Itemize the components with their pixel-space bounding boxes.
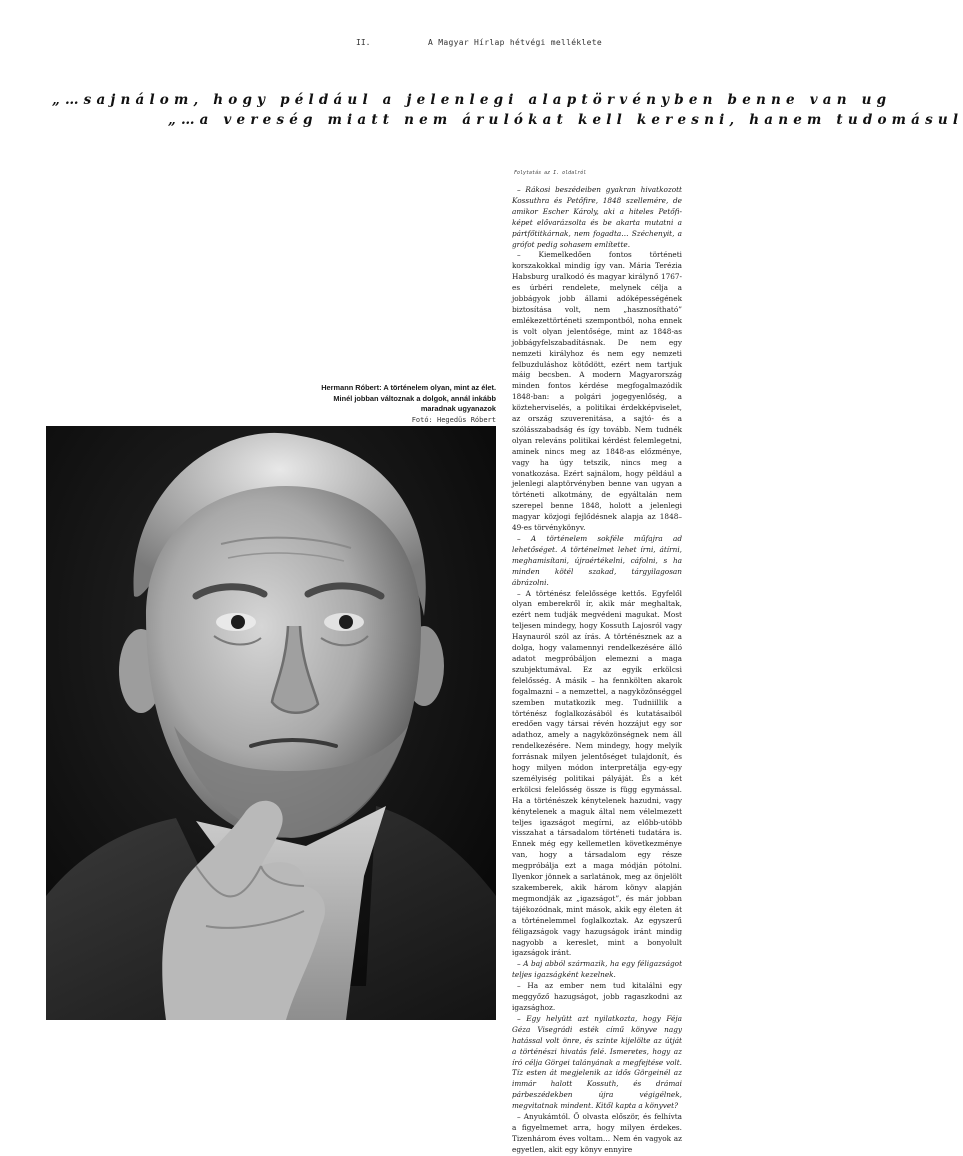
- continuation-note: Folytatás az I. oldalról: [514, 170, 587, 176]
- caption-line-2: Minél jobban változnak a dolgok, annál inkább: [333, 393, 496, 403]
- portrait-illustration: [46, 426, 496, 1020]
- pull-quote-2: „…a vereség miatt nem árulókat kell keresni, hanem tudomásul: [168, 112, 963, 128]
- article-paragraph: – Kiemelkedően fontos történeti korszakokkal mindig így van. Mária Terézia Habsburg uralkodó és magyar királynő 1767-es úrbéri rendelete, melynek célja a jobbágyok jobb állami adóképességének biztosítása volt, nem „hasznosítható” emlékezettörténeti szempontból, noha ennek is volt olyan jelentősége, mint az 1848-as jobbágyfelszabadításnak. De nem egy nemzeti királyhoz és nem egy nemzeti felbuzduláshoz kötődött, ezért nem tartjuk máig becsben. A modern Magyarország minden fontos kérdése megfogalmazódik 1848-ban: a polgári jogegyenlőség, a közteherviselés, a politikai érdekképviselet, az ország szuverenitása, a sajtó- és a szólásszabadság és így tovább. Nem tudnék olyan releváns politikai kérdést felemlegetni, aminek nincs meg az 1848-as előzménye, vagy ha úgy tetszik, nincs meg a vonatkozása. Ezért sajnálom, hogy például a jelenlegi alaptörvényben benne van ugyan a történeti alkotmány, de egyáltalán nem szerepel benne 1848, holott a jelenlegi magyar közjogi fejlődésnek alapja az 1848–49-es törvénykönyv.: [512, 250, 682, 533]
- article-paragraph: – Ha az ember nem tud kitalálni egy meggyőző hazugságot, jobb ragaszkodni az igazsághoz.: [512, 981, 682, 1012]
- page-header: [0, 38, 720, 52]
- pull-quote-1: „…sajnálom, hogy például a jelenlegi alaptörvényben benne van ug: [52, 92, 892, 108]
- portrait-photo: [46, 426, 496, 1020]
- publication-name: A Magyar Hírlap hétvégi melléklete: [428, 38, 602, 47]
- page-number: II.: [356, 38, 371, 47]
- photo-caption: [318, 383, 496, 425]
- article-paragraph: – A baj abból származik, ha egy féligazságot teljes igazságként kezelnek.: [512, 959, 682, 980]
- article-paragraph: – Rákosi beszédeiben gyakran hivatkozott Kossuthra és Petőfire, 1848 szellemére, de amikor Escher Károly, aki a hiteles Petőfi-képet elővarázsolta és be akarta mutatni a pártfőtitkárnak, nem fogadta… Széchenyit, a grófot pedig sohasem említette.: [512, 185, 682, 249]
- photo-credit: Fotó: Hegedüs Róbert: [411, 415, 496, 424]
- caption-line-1: Hermann Róbert: A történelem olyan, mint az élet.: [321, 383, 496, 392]
- article-paragraph: – A történelem sokféle műfajra ad lehetőséget. A történelmet lehet írni, átírni, meghamisítani, újraértékelni, cáfolni, s ha minden kötél szakad, tárgyilagosan ábrázolni.: [512, 534, 682, 587]
- article-paragraph: – Egy helyütt azt nyilatkozta, hogy Féja Géza Visegrádi esték című könyve nagy hatással volt önre, és szinte kijelölte az útját a történészi hivatás felé. Ismeretes, hogy az író célja Görgei talányának a megfejtése volt. Tíz esten át megjelenik az idős Görgeinél az immár halott Kossuth, és drámai párbeszédekben újra végigélnek, megvitatnak mindent. Kitől kapta a könyvet?: [512, 1013, 682, 1111]
- caption-line-3: maradnak ugyanazok: [420, 404, 496, 413]
- article-column: [512, 170, 682, 1154]
- article-paragraph: – A történész felelőssége kettős. Egyfelől olyan emberekről ír, akik már meghaltak, ezért nem tudják megvédeni magukat. Most teljesen mindegy, hogy Kossuth Lajosról vagy Haynauról szól az írás. A történésznek az a dolga, hogy valamennyi rendelkezésére álló adatot megpróbáljon elemezni a maga szubjektumával. Ez az egyik erkölcsi felelősség. A másik – ha fennkölten akarok fogalmazni – a nemzettel, a nagyközönséggel szemben mutatkozik meg. Tudniillik a történész foglalkozásából és kutatásaiból eredően vagy társai révén hozzájut egy sor adathoz, amely a nagyközönségnek nem áll rendelkezésére. Nem mindegy, hogy melyik forrásnak milyen jelentőséget tulajdonít, és hogy milyen módon interpretálja egy-egy személyiség politikai pályáját. És a két erkölcsi felelősség össze is függ egymással. Ha a történészek kénytelenek hazudni, vagy kénytelenek a maguk által nem vélelmezett teljes igazságot megírni, az előbb-utóbb visszahat a társadalom történeti tudatára is. Ennek még egy kellemetlen következménye van, hogy a társadalom egy része megpróbálja ezt a maga módján pótolni. Ilyenkor jönnek a sarlatánok, meg az önjelölt szakemberek, akik három könyv alapján megmondják az „igazságot”, és már jobban tájékozódnak, mint mások, akik egy életen át a történelemmel foglalkoztak. Az egyszerű féligazságok vagy hazugságok iránt mindig nagyobb a kereslet, mint a bonyolult igazságok iránt.: [512, 588, 682, 958]
- article-paragraph: – Anyukámtól. Ő olvasta először, és felhívta a figyelmemet arra, hogy milyen érdekes. Tizenhárom éves voltam… Nem én vagyok az egyetlen, akit egy könyv ennyire: [512, 1112, 682, 1154]
